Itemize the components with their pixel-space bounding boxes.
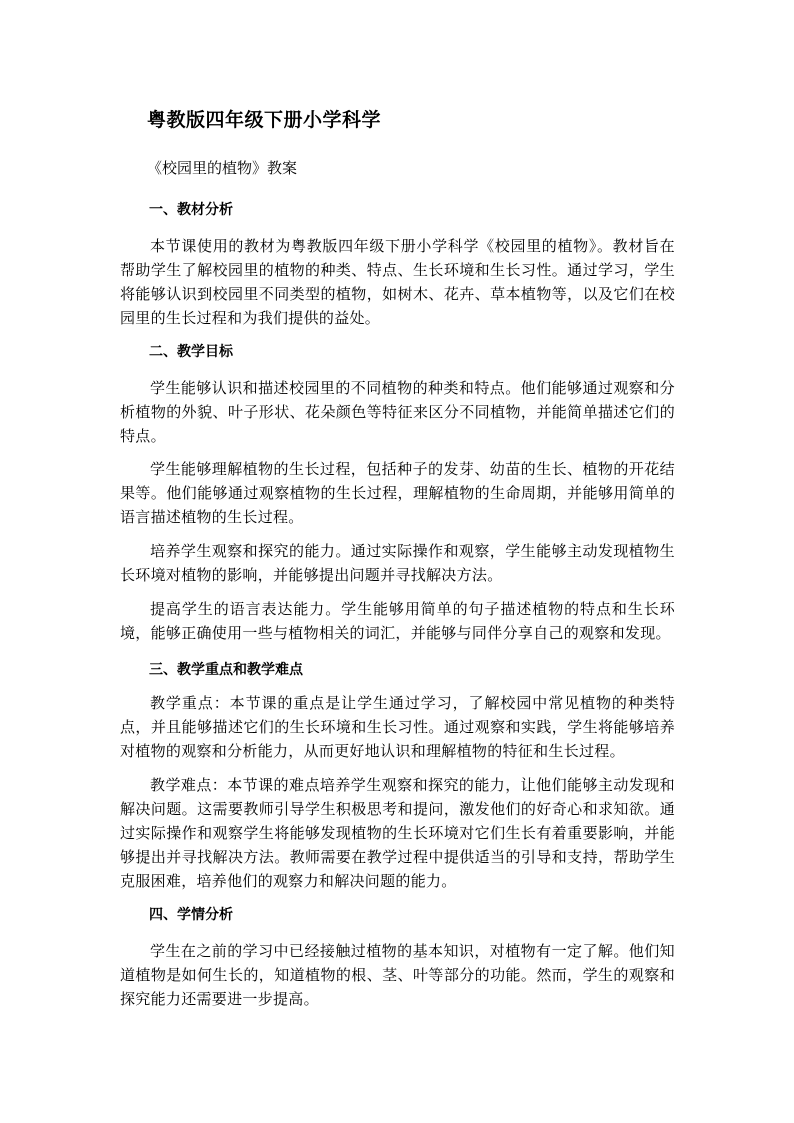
paragraph: 培养学生观察和探究的能力。通过实际操作和观察，学生能够主动发现植物生长环境对植物的影响，并能够提出问题并寻找解决方法。 xyxy=(120,542,675,584)
paragraph: 学生能够理解植物的生长过程，包括种子的发芽、幼苗的生长、植物的开花结果等。他们能够通过观察植物的生长过程，理解植物的生命周期，并能够用简单的语言描述植物的生长过程。 xyxy=(120,460,675,526)
section-heading: 三、教学重点和教学难点 xyxy=(149,662,303,678)
document-subtitle: 《校园里的植物》教案 xyxy=(147,159,298,177)
paragraph: 学生在之前的学习中已经接触过植物的基本知识，对植物有一定了解。他们知道植物是如何生长的，知道植物的根、茎、叶等部分的功能。然而，学生的观察和探究能力还需要进一步提高。 xyxy=(120,942,675,1008)
section-heading: 一、教材分析 xyxy=(149,202,233,218)
section-heading: 四、学情分析 xyxy=(149,907,233,923)
document-title: 粤教版四年级下册小学科学 xyxy=(147,109,382,131)
paragraph: 提高学生的语言表达能力。学生能够用简单的句子描述植物的特点和生长环境，能够正确使用一些与植物相关的词汇，并能够与同伴分享自己的观察和发现。 xyxy=(120,600,675,642)
section-heading: 二、教学目标 xyxy=(149,344,233,360)
paragraph: 教学重点：本节课的重点是让学生通过学习，了解校园中常见植物的种类特点，并且能够描述它们的生长环境和生长习性。通过观察和实践，学生将能够培养对植物的观察和分析能力，从而更好地认识和理解植物的特征和生长过程。 xyxy=(120,694,675,760)
paragraph: 本节课使用的教材为粤教版四年级下册小学科学《校园里的植物》。教材旨在帮助学生了解校园里的植物的种类、特点、生长环境和生长习性。通过学习，学生将能够认识到校园里不同类型的植物，如树木、花卉、草本植物等，以及它们在校园里的生长过程和为我们提供的益处。 xyxy=(120,237,675,327)
paragraph: 学生能够认识和描述校园里的不同植物的种类和特点。他们能够通过观察和分析植物的外貌、叶子形状、花朵颜色等特征来区分不同植物，并能简单描述它们的特点。 xyxy=(120,379,675,445)
paragraph: 教学难点：本节课的难点培养学生观察和探究的能力，让他们能够主动发现和解决问题。这需要教师引导学生积极思考和提问，激发他们的好奇心和求知欲。通过实际操作和观察学生将能够发现植物的生长环境对它们生长有着重要影响，并能够提出并寻找解决方法。教师需要在教学过程中提供适当的引导和支持，帮助学生克服困难，培养他们的观察力和解决问题的能力。 xyxy=(120,776,675,890)
